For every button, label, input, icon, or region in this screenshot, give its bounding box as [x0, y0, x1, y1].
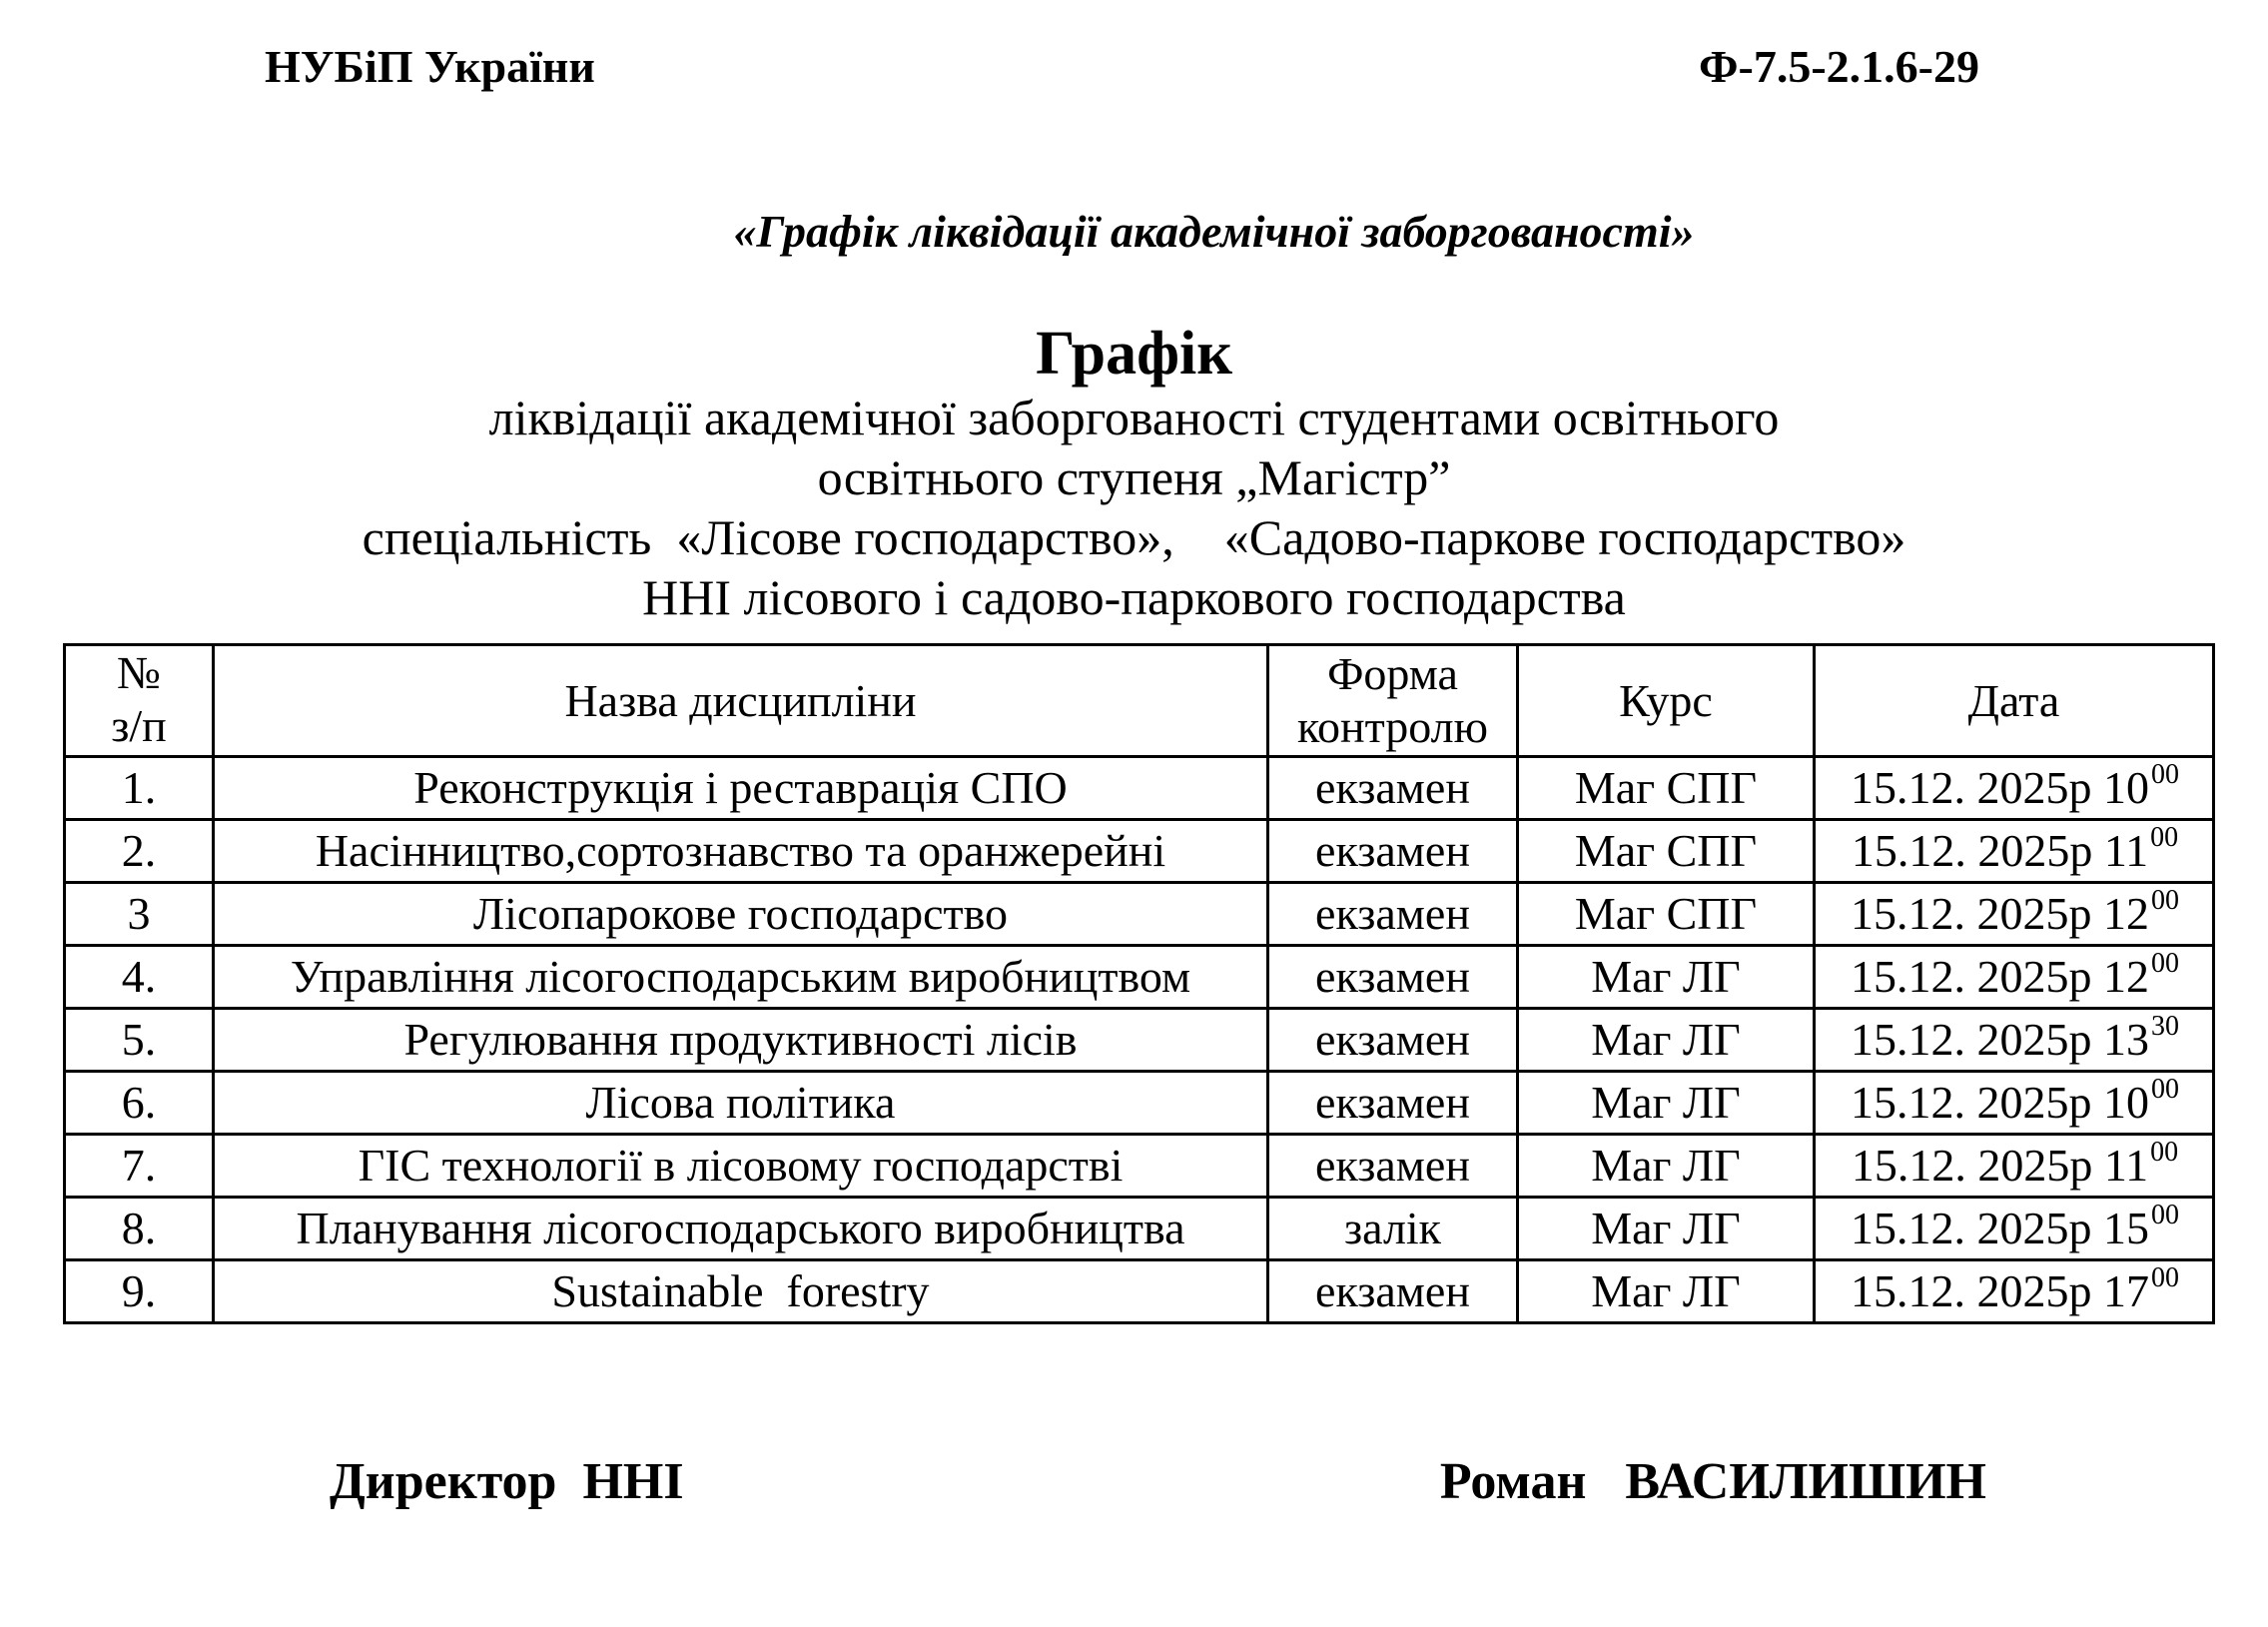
signer-name: Роман ВАСИЛИШИН — [1439, 1452, 1986, 1510]
cell-date — [1815, 819, 2214, 882]
table-row — [65, 1071, 2214, 1134]
column-header-course: Курс — [1518, 644, 1815, 756]
table-body — [65, 756, 2214, 1322]
date-superscript: 00 — [2151, 758, 2179, 790]
cell-date — [1815, 1134, 2214, 1197]
cell-num: 7. — [65, 1134, 214, 1197]
cell-discipline: Планування лісогосподарського виробництва — [214, 1197, 1268, 1259]
table-row — [65, 1134, 2214, 1197]
cell-course: Маг СПГ — [1518, 756, 1815, 819]
org-name: НУБіП України — [265, 41, 595, 92]
table-row — [65, 819, 2214, 882]
date-text: 15.12. 2025р 12 — [1851, 888, 2149, 940]
date-superscript: 00 — [2150, 1136, 2179, 1168]
cell-discipline: Sustainable forestry — [214, 1259, 1268, 1322]
date-text: 15.12. 2025р 12 — [1851, 951, 2149, 1003]
cell-form: екзамен — [1268, 756, 1518, 819]
cell-course: Маг СПГ — [1518, 882, 1815, 945]
cell-date — [1815, 945, 2214, 1008]
cell-num: 3 — [65, 882, 214, 945]
cell-form: екзамен — [1268, 1071, 1518, 1134]
cell-date — [1815, 1008, 2214, 1071]
cell-course: Маг ЛГ — [1518, 1259, 1815, 1322]
cell-form: залік — [1268, 1197, 1518, 1259]
column-header-num — [65, 644, 214, 756]
date-text: 15.12. 2025р 11 — [1851, 1140, 2149, 1192]
column-header-form: Форма контролю — [1268, 644, 1518, 756]
main-title: Графік — [1036, 319, 1232, 388]
page-header — [0, 42, 2268, 93]
column-header-date: Дата — [1815, 644, 2214, 756]
cell-num: 5. — [65, 1008, 214, 1071]
date-text: 15.12. 2025р 17 — [1851, 1265, 2149, 1317]
date-text: 15.12. 2025р 13 — [1851, 1014, 2149, 1066]
cell-discipline: Управління лісогосподарським виробництвом — [214, 945, 1268, 1008]
date-superscript: 30 — [2151, 1010, 2179, 1042]
director-label: Директор ННІ — [330, 1452, 684, 1510]
subtitle-line-4: ННІ лісового і садово-паркового господарства — [642, 568, 1626, 625]
cell-discipline: Регулювання продуктивності лісів — [214, 1008, 1268, 1071]
date-text: 15.12. 2025р 10 — [1851, 762, 2149, 814]
cell-form: екзамен — [1268, 1008, 1518, 1071]
cell-num: 9. — [65, 1259, 214, 1322]
cell-form: екзамен — [1268, 819, 1518, 882]
subtitle-line-2: освітнього ступеня „Магістр” — [817, 448, 1451, 505]
cell-discipline: Реконструкція і реставрація СПО — [214, 756, 1268, 819]
table-row — [65, 945, 2214, 1008]
date-superscript: 00 — [2151, 1261, 2179, 1293]
cell-form: екзамен — [1268, 882, 1518, 945]
cell-date — [1815, 756, 2214, 819]
table-row — [65, 1259, 2214, 1322]
cell-discipline: Лісопарокове господарство — [214, 882, 1268, 945]
table-row — [65, 1197, 2214, 1259]
cell-course: Маг ЛГ — [1518, 945, 1815, 1008]
cell-num: 2. — [65, 819, 214, 882]
cell-date — [1815, 1197, 2214, 1259]
cell-course: Маг ЛГ — [1518, 1197, 1815, 1259]
cell-discipline: Насінництво,сортознавство та оранжерейні — [214, 819, 1268, 882]
date-text: 15.12. 2025р 15 — [1851, 1203, 2149, 1254]
table-row — [65, 1008, 2214, 1071]
cell-num: 4. — [65, 945, 214, 1008]
cell-course: Маг ЛГ — [1518, 1134, 1815, 1197]
column-header-name: Назва дисципліни — [214, 644, 1268, 756]
signature-line — [0, 1452, 2268, 1511]
date-superscript: 00 — [2151, 884, 2179, 916]
cell-form: екзамен — [1268, 1134, 1518, 1197]
column-header-num-line2: з/п — [111, 700, 167, 752]
date-superscript: 00 — [2151, 947, 2179, 979]
title-block — [0, 320, 2268, 627]
cell-form: екзамен — [1268, 1259, 1518, 1322]
cell-num: 8. — [65, 1197, 214, 1259]
subtitle-line-3: спеціальність «Лісове господарство», «Садово-паркове господарство» — [362, 508, 1906, 565]
table-row — [65, 756, 2214, 819]
date-superscript: 00 — [2151, 1199, 2179, 1230]
cell-course: Маг ЛГ — [1518, 1071, 1815, 1134]
cell-course: Маг ЛГ — [1518, 1008, 1815, 1071]
date-superscript: 00 — [2150, 821, 2179, 853]
doc-type-line: «Графік ліквідації академічної заборгованості» — [733, 205, 1695, 257]
cell-course: Маг СПГ — [1518, 819, 1815, 882]
cell-discipline: ГІС технології в лісовому господарстві — [214, 1134, 1268, 1197]
cell-form: екзамен — [1268, 945, 1518, 1008]
cell-num: 6. — [65, 1071, 214, 1134]
cell-discipline: Лісова політика — [214, 1071, 1268, 1134]
date-superscript: 00 — [2151, 1073, 2179, 1105]
date-text: 15.12. 2025р 10 — [1851, 1077, 2149, 1129]
form-code: Ф-7.5-2.1.6-29 — [1699, 41, 1979, 92]
subtitle-line-1: ліквідації академічної заборгованості студентами освітнього — [488, 389, 1780, 445]
cell-date — [1815, 1071, 2214, 1134]
cell-num: 1. — [65, 756, 214, 819]
table-header-row — [65, 644, 2214, 756]
date-text: 15.12. 2025р 11 — [1851, 825, 2149, 877]
cell-date — [1815, 882, 2214, 945]
cell-date — [1815, 1259, 2214, 1322]
table-row — [65, 882, 2214, 945]
schedule-table — [63, 643, 2215, 1324]
column-header-num-line1: № — [117, 647, 161, 699]
